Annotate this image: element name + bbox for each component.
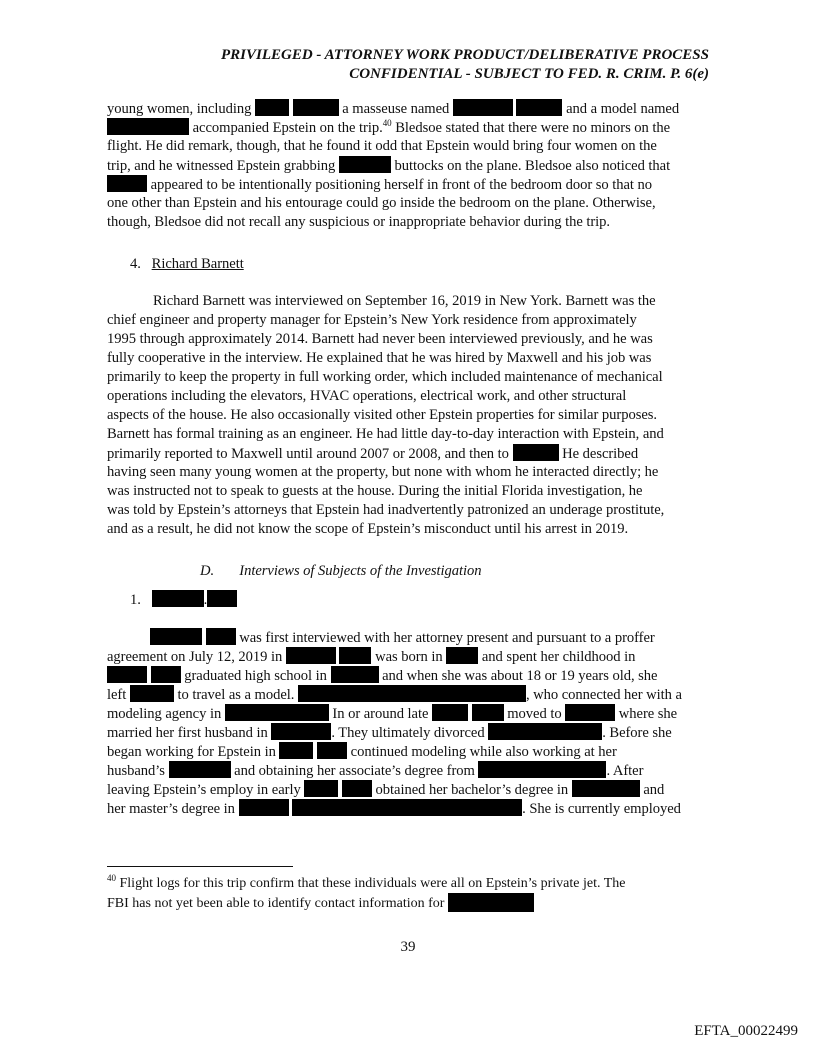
p2-line-8: Barnett has formal training as an engineer. He had little day-to-day interaction with Epstein, and — [107, 426, 664, 442]
redaction-box — [206, 628, 236, 645]
footnote-marker: 40 — [382, 118, 392, 128]
p1-line-4: trip, and he witnessed Epstein grabbing buttocks on the plane. Bledsoe also noticed that — [107, 158, 671, 174]
redaction-box — [448, 893, 534, 912]
footnote-40-line-1: $^{40}$ Flight logs for this trip confirm that these individuals were all on Epstein’s private jet. The — [107, 873, 626, 891]
p3-line-1: was first interviewed with her attorney present and pursuant to a proffer — [150, 628, 655, 648]
p2-line-4: fully cooperative in the interview. He explained that he was hired by Maxwell and his job was — [107, 350, 652, 366]
redaction-box — [151, 666, 181, 683]
redaction-box — [304, 780, 338, 797]
p3-line-9: leaving Epstein’s employ in early obtained her bachelor’s degree in and — [107, 782, 665, 798]
header-privilege-line: PRIVILEGED - ATTORNEY WORK PRODUCT/DELIBERATIVE PROCESS — [220, 47, 709, 63]
footnote-separator — [107, 866, 293, 867]
page-number: 39 — [400, 939, 416, 955]
p2-line-11: was instructed not to speak to guests at the house. During the initial Florida investigation, he — [107, 483, 643, 499]
redaction-box — [152, 590, 204, 607]
item-1-heading: 1. . — [130, 590, 237, 610]
p2-line-13: and as a result, he did not know the scope of Epstein’s misconduct until his arrest in 2019. — [107, 521, 629, 537]
redaction-box — [279, 742, 313, 759]
p2-line-7: aspects of the house. He also occasionally visited other Epstein properties for similar purposes. — [107, 407, 657, 423]
section-4-heading: 4. Richard Barnett — [130, 256, 244, 272]
redaction-box — [130, 685, 174, 702]
redaction-box — [169, 761, 231, 778]
p2-line-12: was told by Epstein’s attorneys that Epstein had inadvertently patronized an underage prostitute, — [107, 502, 665, 518]
redaction-box — [488, 723, 602, 740]
redaction-box — [150, 628, 202, 645]
redaction-box — [478, 761, 606, 778]
p3-line-7: began working for Epstein in continued modeling while also working at her — [107, 744, 617, 760]
redaction-box — [286, 647, 336, 664]
redaction-box — [292, 799, 522, 816]
redaction-box — [271, 723, 331, 740]
p2-line-5: primarily to keep the property in full working order, which included maintenance of mechanical — [107, 369, 663, 385]
redaction-box — [342, 780, 372, 797]
redaction-box — [516, 99, 562, 116]
redaction-box — [298, 685, 526, 702]
redaction-box — [572, 780, 640, 797]
redaction-box — [565, 704, 615, 721]
p1-line-1: young women, including a masseuse named and a model named — [107, 101, 680, 117]
redaction-box — [207, 590, 237, 607]
redaction-box — [107, 118, 189, 135]
footnote-number: 40 — [107, 873, 116, 883]
p3-line-5: modeling agency in In or around late moved to where she — [107, 706, 678, 722]
redaction-box — [255, 99, 289, 116]
p3-line-2: agreement on July 12, 2019 in was born in and spent her childhood in — [107, 649, 636, 665]
p3-line-8: husband’s and obtaining her associate’s degree from . After — [107, 763, 644, 779]
p3-line-3: graduated high school in and when she was about 18 or 19 years old, she — [107, 666, 657, 686]
redaction-box — [472, 704, 504, 721]
redaction-box — [513, 444, 559, 461]
section-d-heading: D. Interviews of Subjects of the Investigation — [200, 563, 482, 579]
redaction-box — [239, 799, 289, 816]
p2-line-10: having seen many young women at the property, but none with whom he interacted directly; he — [107, 464, 659, 480]
p3-line-6: married her first husband in . They ultimately divorced . Before she — [107, 725, 672, 741]
redaction-box — [107, 175, 147, 192]
footnote-40-line-2: FBI has not yet been able to identify contact information for — [107, 893, 534, 913]
redaction-box — [331, 666, 379, 683]
redaction-box — [293, 99, 339, 116]
redaction-box — [339, 156, 391, 173]
bates-number: EFTA_00022499 — [694, 1023, 798, 1039]
p1-line-7: though, Bledsoe did not recall any suspicious or inappropriate behavior during the trip. — [107, 214, 611, 230]
p3-line-4: left to travel as a model. , who connected her with a — [107, 687, 682, 703]
redaction-box — [432, 704, 468, 721]
p2-line-6: operations including the elevators, HVAC operations, electrical work, and other structural — [107, 388, 627, 404]
redaction-box — [317, 742, 347, 759]
p2-line-2: chief engineer and property manager for Epstein’s New York residence from approximately — [107, 312, 637, 328]
p1-line-6: one other than Epstein and his entourage could go inside the bedroom on the plane. Otherwise, — [107, 195, 656, 211]
redaction-box — [339, 647, 371, 664]
redaction-box — [107, 666, 147, 683]
redaction-box — [453, 99, 513, 116]
p2-line-3: 1995 through approximately 2014. Barnett had never been interviewed previously, and he was — [107, 331, 653, 347]
p2-line-9: primarily reported to Maxwell until around 2007 or 2008, and then to He described — [107, 446, 639, 462]
redaction-box — [225, 704, 329, 721]
redaction-box — [446, 647, 478, 664]
p1-line-2: accompanied Epstein on the trip.$^{40}$ Bledsoe stated that there were no minors on the — [107, 118, 670, 138]
p1-line-3: flight. He did remark, though, that he found it odd that Epstein would bring four women on the — [107, 138, 657, 154]
p2-line-1: Richard Barnett was interviewed on September 16, 2019 in New York. Barnett was the — [153, 293, 656, 309]
p3-line-10: her master’s degree in . She is currently employed — [107, 801, 681, 817]
p1-line-5: appeared to be intentionally positioning herself in front of the bedroom door so that no — [107, 175, 652, 195]
header-confidential-line: CONFIDENTIAL - SUBJECT TO FED. R. CRIM. P. 6(e) — [349, 66, 709, 82]
